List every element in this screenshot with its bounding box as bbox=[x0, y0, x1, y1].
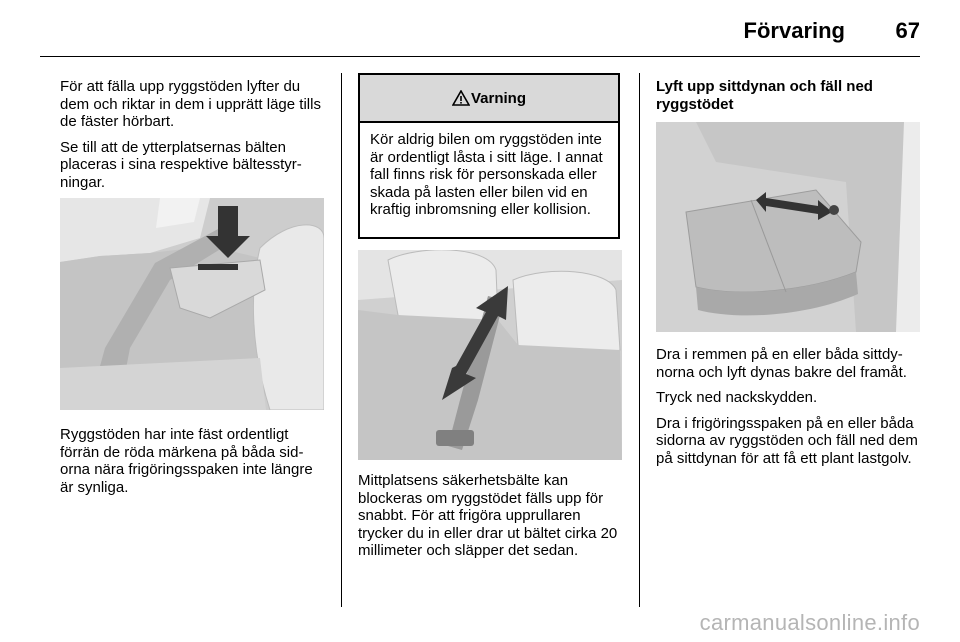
page-title: Förvaring bbox=[743, 18, 845, 43]
warning-text: Kör aldrig bilen om ryggstöden inte är ordentligt låsta i sitt läge. I annat fall finns risk för personskada eller skada på lasten eller bilen vid en kraftig inbromsning eller kollision. bbox=[370, 131, 603, 218]
paragraph: För att fälla upp ryggstöden lyfter du dem och riktar in dem i upprätt läge tills de fäster hörbart. bbox=[60, 78, 321, 130]
paragraph: Dra i remmen på en eller båda sittdynorna och lyft dynas bakre del framåt. bbox=[656, 346, 907, 381]
seat-cushion-illustration bbox=[656, 122, 920, 332]
column-divider bbox=[639, 73, 640, 607]
warning-header bbox=[360, 75, 618, 123]
column-1-text bbox=[60, 78, 324, 199]
figure-caption: Ryggstöden har inte fäst ordentligt förrän de röda märkena på båda sidorna nära frigöringsspaken inte längre är synliga. bbox=[60, 426, 313, 496]
seatback-release-illustration bbox=[60, 198, 324, 410]
paragraph: Dra i frigöringsspaken på en eller båda sidorna av ryggstöden och fäll ned dem på sittdynan för att få ett plant lastgolv. bbox=[656, 414, 918, 467]
watermark: carmanualsonline.info bbox=[699, 610, 920, 635]
column-divider bbox=[341, 73, 342, 607]
center-seatbelt-illustration bbox=[358, 250, 622, 460]
column-3-text bbox=[656, 346, 926, 475]
warning-triangle-icon bbox=[452, 90, 470, 106]
warning-box bbox=[358, 73, 620, 239]
section-heading: Lyft upp sittdynan och fäll ned ryggstödet bbox=[656, 78, 873, 113]
warning-title: Varning bbox=[470, 89, 526, 107]
header-divider bbox=[40, 56, 920, 57]
page-number: 67 bbox=[895, 18, 920, 43]
paragraph: Tryck ned nackskydden. bbox=[656, 389, 818, 406]
figure-caption: Mittplatsens säkerhetsbälte kan blockeras om ryggstödet fälls upp för snabbt. För att frigöra upprullaren trycker du in eller drar ut bältet cirka 20 millimeter och släpper det sedan. bbox=[358, 472, 618, 559]
paragraph: Se till att de ytterplatsernas bälten placeras i sina respektive bältesstyrningar. bbox=[60, 138, 302, 191]
